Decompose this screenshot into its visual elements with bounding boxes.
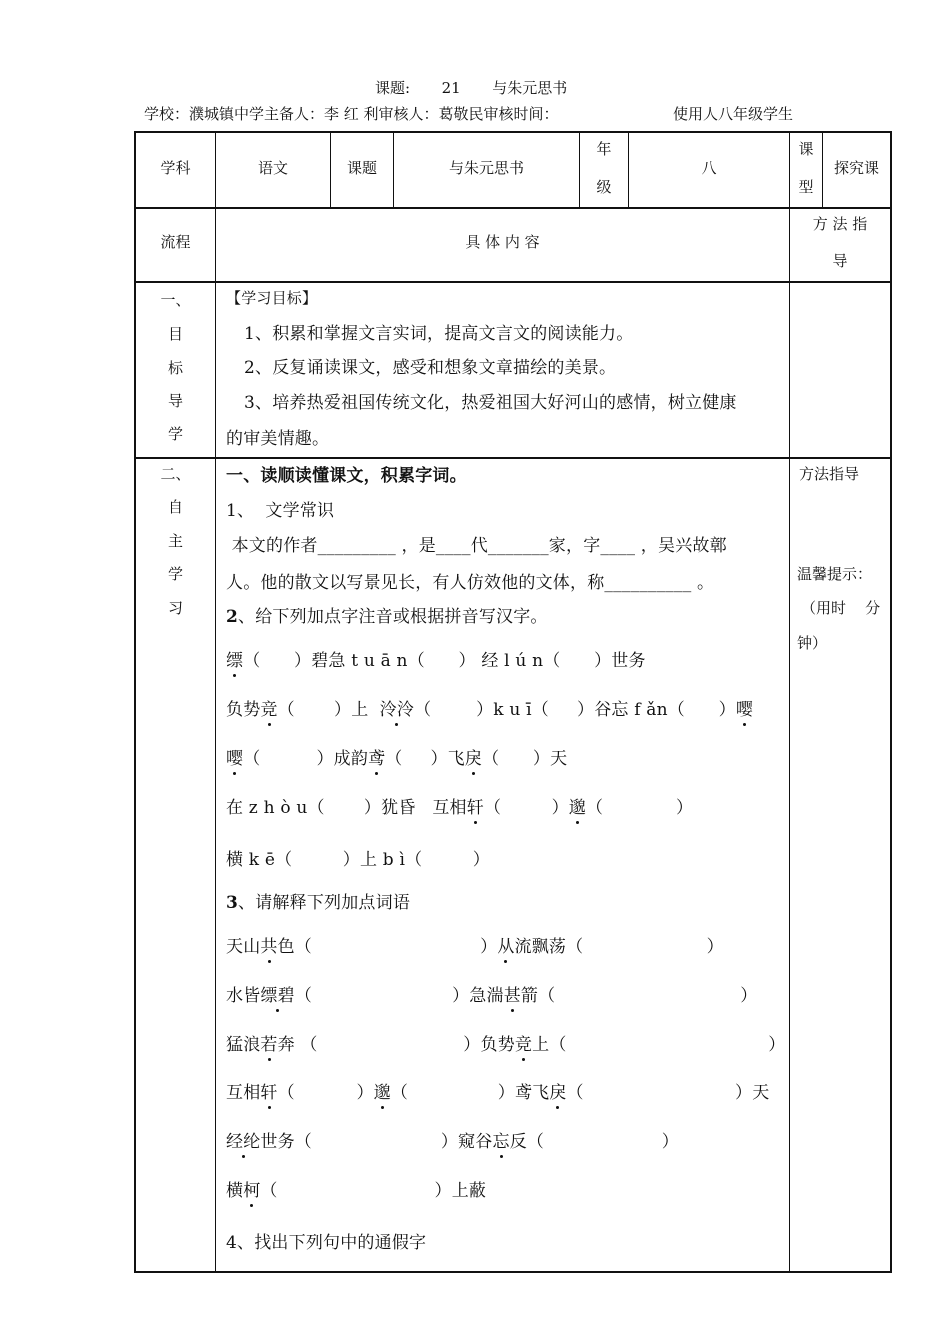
section1-side-2: 标 bbox=[167, 359, 183, 377]
goal-1: 1、积累和掌握文言实词，提高文言文的阅读能力。 bbox=[244, 324, 634, 344]
method-guide-title: 方法指导 bbox=[799, 465, 860, 483]
col-divider bbox=[215, 131, 216, 1273]
lesson-title bbox=[375, 77, 567, 98]
section2-side-3: 学 bbox=[167, 565, 183, 583]
topic-value: 与朱元思书 bbox=[448, 159, 524, 177]
section1-side-3: 导 bbox=[167, 392, 183, 410]
goal-3-cont: 的审美情趣。 bbox=[226, 429, 330, 449]
tip-label: 温馨提示： bbox=[797, 565, 873, 583]
type-label-bottom: 型 bbox=[798, 178, 814, 196]
pinyin-line-4: 在 z h ò u（ ）犹昏 互相轩（ ）邈（ ） bbox=[226, 793, 693, 818]
time-note-1: （用时 分 bbox=[801, 599, 881, 617]
vocab-task-text: 、请解释下列加点词语 bbox=[238, 893, 411, 913]
col-divider bbox=[789, 131, 790, 1273]
pinyin-line-3: 嘤（ ）成韵鸢（ ）飞戾（ ）天 bbox=[226, 744, 567, 769]
pinyin-task-heading: 2、给下列加点字注音或根据拼音写汉字。 bbox=[226, 607, 548, 627]
section1-side-4: 学 bbox=[167, 425, 183, 443]
section2-side-4: 习 bbox=[167, 599, 183, 617]
title-number: 21 bbox=[441, 79, 461, 97]
subject-value: 语文 bbox=[257, 159, 288, 177]
vocab-line-1: 天山共色（ ）从流飘荡（ ） bbox=[226, 932, 724, 957]
type-value: 探究课 bbox=[833, 159, 879, 177]
pinyin-line-2: 负势竞（ ）上 泠泠（ ）k u ī（ ）谷忘 f ǎn（ ）嘤 bbox=[226, 695, 753, 720]
grade-value: 八 bbox=[701, 159, 717, 177]
topic-label: 课题 bbox=[346, 159, 377, 177]
goal-2: 2、反复诵读课文，感受和想象文章描绘的美景。 bbox=[244, 358, 617, 378]
vocab-line-6: 横柯（ ）上蔽 bbox=[226, 1176, 486, 1201]
goals-heading: 【学习目标】 bbox=[226, 289, 318, 307]
vocab-line-2: 水皆缥碧（ ）急湍甚箭（ ） bbox=[226, 981, 757, 1006]
section2-side-2: 主 bbox=[167, 532, 183, 550]
school-info: 学校：濮城镇中学主备人：李 红 利审核人：葛敬民审核时间： bbox=[144, 105, 559, 123]
method-label-2: 导 bbox=[832, 252, 848, 270]
grade-label-top: 年 bbox=[596, 140, 612, 158]
time-note-2: 钟） bbox=[797, 634, 828, 652]
section1-side-1: 目 bbox=[167, 325, 183, 343]
grade-label-bottom: 级 bbox=[596, 178, 612, 196]
title-text: 与朱元思书 bbox=[492, 79, 568, 97]
title-label: 课题: bbox=[375, 79, 411, 97]
vocab-line-3: 猛浪若奔 （ ）负势竞上（ ） bbox=[226, 1030, 785, 1055]
type-label-top: 课 bbox=[798, 140, 814, 158]
row-divider bbox=[134, 457, 892, 459]
pinyin-line-5: 横 k ē（ ）上 b ì（ ） bbox=[226, 850, 490, 870]
tongjia-task-heading: 4、找出下列句中的通假字 bbox=[226, 1233, 427, 1253]
flow-label: 流程 bbox=[160, 233, 191, 251]
row-divider bbox=[134, 281, 892, 283]
section2-heading: 一、读顺读懂课文，积累字词。 bbox=[226, 466, 467, 486]
section2-side-1: 自 bbox=[167, 498, 183, 516]
content-label: 具 体 内 容 bbox=[465, 233, 540, 251]
method-label-1: 方 法 指 bbox=[812, 215, 868, 233]
author-question-cont: 人。他的散文以写景见长，有人仿效他的文体，称__________ 。 bbox=[226, 573, 715, 593]
user-info: 使用人八年级学生 bbox=[673, 105, 794, 123]
row-divider bbox=[134, 207, 892, 209]
subject-label: 学科 bbox=[160, 159, 191, 177]
goal-3: 3、培养热爱祖国传统文化，热爱祖国大好河山的感情，树立健康 bbox=[244, 393, 737, 413]
vocab-line-5: 经纶世务（ ）窥谷忘反（ ） bbox=[226, 1127, 679, 1152]
section2-side-0: 二、 bbox=[160, 465, 191, 483]
section1-side-0: 一、 bbox=[160, 291, 191, 309]
pinyin-task-text: 、给下列加点字注音或根据拼音写汉字。 bbox=[238, 607, 548, 627]
pinyin-line-1: 缥（ ）碧急 t u ā n（ ） 经 l ú n（ ）世务 bbox=[226, 646, 646, 671]
literary-knowledge-heading: 1、 文学常识 bbox=[226, 501, 335, 521]
vocab-task-heading: 3、请解释下列加点词语 bbox=[226, 893, 411, 913]
author-question: 本文的作者_________ ，是____代_______家，字____ ，吴兴故鄣 bbox=[226, 536, 727, 556]
vocab-line-4: 互相轩（ ）邈（ ）鸢飞戾（ ）天 bbox=[226, 1078, 769, 1103]
